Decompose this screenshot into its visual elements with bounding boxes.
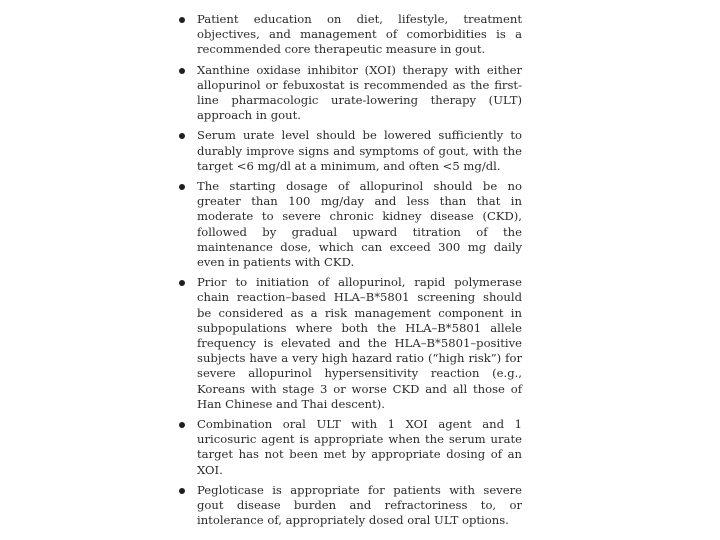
bullet-text: Pegloticase is appropriate for patients with severe gout disease burden and refractoriness to, or intolerance of, appropriately dosed oral ULT options. — [197, 482, 522, 528]
bullet-item — [176, 63, 522, 124]
bullet-icon — [179, 488, 185, 494]
bullet-text: Patient education on diet, lifestyle, treatment objectives, and management of comorbidities is a recommended core therapeutic measure in gout. — [197, 12, 522, 57]
bullet-text: The starting dosage of allopurinol should be no greater than 100 mg/day and less than that in moderate to severe chronic kidney disease (CKD), followed by gradual upward titration of the maintenance dose, which can exceed 300 mg daily even in patients with CKD. — [197, 179, 522, 270]
bullet-text: Combination oral ULT with 1 XOI agent and 1 uricosuric agent is appropriate when the serum urate target has not been met by appropriate dosing of an XOI. — [197, 417, 522, 477]
bullet-item — [176, 417, 522, 478]
bullet-text: Serum urate level should be lowered sufficiently to durably improve signs and symptoms of gout, with the target <6 mg/dl at a minimum, and often <5 mg/dl. — [197, 128, 522, 173]
bullet-item — [176, 483, 522, 529]
bullet-item — [176, 128, 522, 174]
bullet-item — [176, 275, 522, 412]
bullet-icon — [179, 184, 185, 190]
bullet-icon — [179, 68, 185, 74]
bullet-icon — [179, 133, 185, 139]
bullet-icon — [179, 280, 185, 286]
bullet-item — [176, 179, 522, 270]
bullet-text: Prior to initiation of allopurinol, rapid polymerase chain reaction–based HLA–B*5801 screening should be considered as a risk management component in subpopulations where both the HLA–B*5801 allele frequency is elevated and the HLA–B*5801–positive subjects have a very high hazard ratio (“high risk”) for severe allopurinol hypersensitivity reaction (e.g., Koreans with stage 3 or worse CKD and all those of Han Chinese and Thai descent). — [197, 275, 522, 411]
bullet-item — [176, 12, 522, 58]
recommendation-list — [176, 12, 522, 534]
bullet-icon — [179, 422, 185, 428]
bullet-text: Xanthine oxidase inhibitor (XOI) therapy with either allopurinol or febuxostat is recommended as the first-line pharmacologic urate-lowering therapy (ULT) approach in gout. — [197, 62, 522, 123]
bullet-icon — [179, 17, 185, 23]
